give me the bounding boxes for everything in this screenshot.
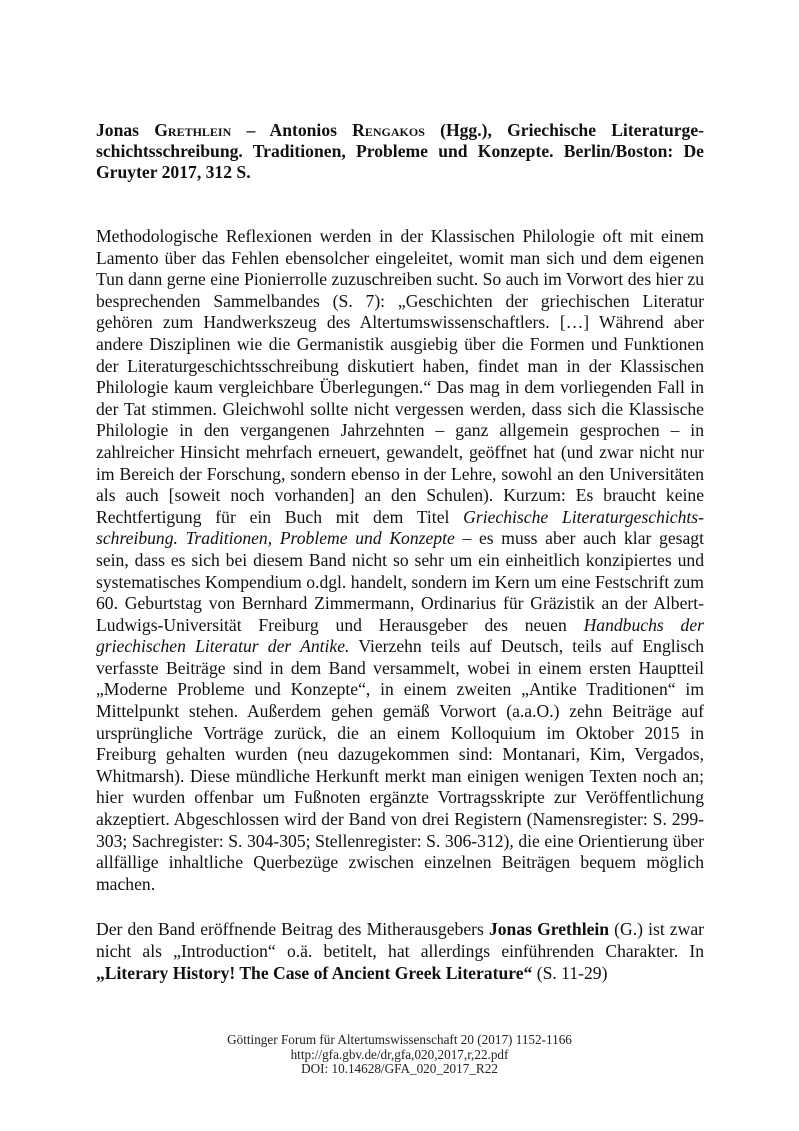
page-footer: [0, 1033, 799, 1077]
review-page: [96, 120, 704, 984]
footer-doi: DOI: 10.14628/GFA_020_2017_R22: [301, 1061, 498, 1076]
paragraph2-part1: Der den Band eröffnende Beitrag des Mitherausgebers: [96, 919, 489, 940]
paragraph2-part2: (G.) ist zwar nicht als „Introduction“ o.ä. betitelt, hat allerdings einführenden Charakter. In: [96, 919, 704, 961]
paragraph2-part3: (S. 11-29): [532, 962, 608, 983]
author1-first-name: Jonas: [96, 120, 155, 140]
paragraph1-part1: Methodologische Reflexionen werden in der Klassischen Philologie oft mit einem Lamento über das Fehlen ebensolcher eingeleitet, womit man sich und dem eigenen Tun dann gerne eine Pionierrolle zuzuschreiben sucht. So auch im Vorwort des hier zu besprechenden Sammelbandes (S. 7): „Geschichten der griechischen Literatur gehören zum Handwerkszeug des Altertumswissenschaftlers. […] Während aber andere Disziplinen wie die Germanistik ausgiebig über die Formen und Funktionen der Literaturgeschichtsschreibung diskutiert haben, findet man in der Klassischen Philologie kaum vergleichbare Überlegungen.“ Das mag in dem vorliegenden Fall in der Tat stimmen. Gleichwohl sollte nicht vergessen werden, dass sich die Klassische Philologie in den vergangenen Jahrzehnten – ganz allgemein gesprochen – in zahlreicher Hinsicht mehrfach erneuert, gewandelt, geöffnet hat (und zwar nicht nur im Bereich der Forschung, sondern ebenso in der Lehre, sowohl an den Universitäten als auch [soweit noch vorhanden] an den Schulen). Kurzum: Es braucht keine Rechtfertigung für ein Buch mit dem Titel: [96, 226, 704, 527]
heading-book-info: (Hgg.), Griechische Literaturgeschichtsschreibung. Traditionen, Probleme und Konzepte. Berlin/Boston: De Gruyter 2017, 312 S.: [96, 120, 705, 182]
body-paragraph-2: [96, 919, 704, 984]
author1-last-name: Grethlein: [154, 120, 232, 140]
paragraph2-article-title: „Literary History! The Case of Ancient Greek Literature“: [96, 962, 533, 983]
paragraph1-part2: – es muss aber auch klar gesagt sein, dass es sich bei diesem Band nicht so sehr um ein einheitlich konzipiertes und systematisches Kompendium o.dgl. handelt, sondern im Kern um eine Festschrift zum 60. Geburtstag von Bernhard Zimmermann, Ordinarius für Gräzistik an der Albert-Ludwigs-Universität Freiburg und Herausgeber des neuen: [96, 528, 704, 635]
author2-last-name: Rengakos: [352, 120, 425, 140]
footer-url[interactable]: http://gfa.gbv.de/dr,gfa,020,2017,r,22.pdf: [290, 1046, 509, 1062]
footer-journal: Göttinger Forum für Altertumswissenschaft 20 (2017) 1152-1166: [227, 1032, 572, 1047]
paragraph1-part3: Vierzehn teils auf Deutsch, teils auf Englisch verfasste Beiträge sind in dem Band versammelt, wobei in einem ersten Hauptteil „Moderne Probleme und Konzepte“, in einem zweiten „Antike Traditionen“ im Mittelpunkt stehen. Außerdem gehen gemäß Vorwort (a.a.O.) zehn Beiträge auf ursprüngliche Vorträge zurück, die an einem Kolloquium im Oktober 2015 in Freiburg gehalten wurden (neu dazugekommen sind: Montanari, Kim, Vergados, Whitmarsh). Diese mündliche Herkunft merkt man einigen wenigen Texten noch an; hier wurden offenbar um Fußnoten ergänzte Vortragsskripte zur Veröffentlichung akzeptiert. Abgeschlossen wird der Band von drei Registern (Namensregister: S. 299-303; Sachregister: S. 304-305; Stellenregister: S. 306-312), die eine Orientierung über allfällige inhaltliche Querbezüge zwischen einzelnen Beiträgen bequem möglich machen.: [96, 636, 704, 894]
heading-dash: – Antonios: [231, 120, 353, 140]
paragraph1-handbook-title: Handbuchs der griechischen Literatur der Antike.: [96, 614, 704, 657]
review-heading: [96, 120, 704, 183]
paragraph1-book-title: Griechische Literaturgeschichtsschreibung. Traditionen, Probleme und Konzepte: [96, 506, 704, 549]
paragraph2-author-name: Jonas Grethlein: [488, 919, 610, 940]
body-paragraph-1: [96, 226, 704, 895]
